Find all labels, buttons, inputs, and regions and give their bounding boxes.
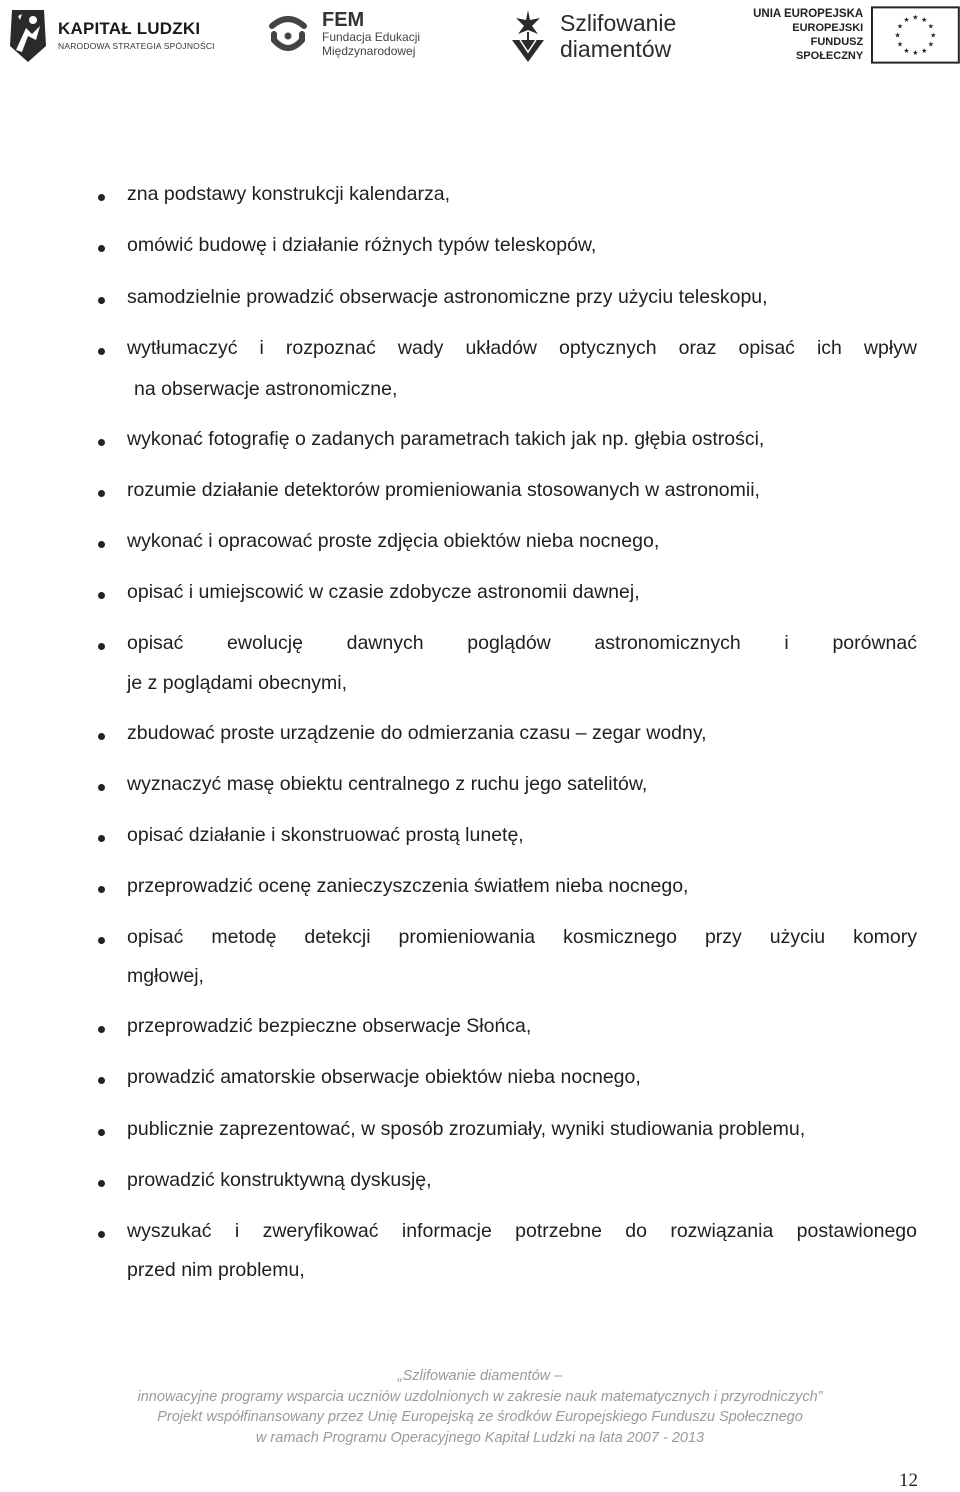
bullet-icon [98, 297, 105, 304]
szlifowanie-title-line2: diamentów [560, 36, 672, 62]
kapital-ludzki-subtitle: NARODOWA STRATEGIA SPÓJNOŚCI [58, 41, 215, 51]
bullet-icon [98, 784, 105, 791]
footer-line2: innowacyjne programy wsparcia uczniów uzdolnionych w zakresie nauk matematycznych i przyrodniczych” [137, 1388, 823, 1405]
list-item-text: zna podstawy konstrukcji kalendarza, [127, 183, 450, 205]
list-item-text: na obserwacje astronomiczne, [134, 378, 398, 400]
list-item-text: przed nim problemu, [127, 1259, 305, 1281]
szlifowanie-title-line1: Szlifowanie [560, 10, 677, 36]
eu-star-icon: ★ [921, 16, 928, 25]
list-item-text: je z poglądami obecnymi, [127, 672, 348, 694]
list-item-text: wytłumaczyć i rozpoznać wady układów optycznych oraz opisać ich wpływ [127, 337, 917, 359]
eu-line1: UNIA EUROPEJSKA [753, 8, 864, 20]
eu-star-icon: ★ [897, 40, 904, 49]
list-item-text: prowadzić konstruktywną dyskusję, [127, 1169, 432, 1191]
bullet-icon [98, 245, 105, 252]
page-header [0, 0, 960, 70]
list-item-text: samodzielnie prowadzić obserwacje astronomiczne przy użyciu teleskopu, [127, 286, 768, 308]
bullet-icon [98, 733, 105, 740]
list-item-text: omówić budowę i działanie różnych typów teleskopów, [127, 234, 597, 256]
eu-star-icon: ★ [927, 22, 935, 31]
bullet-icon [98, 886, 105, 893]
diamond-icon [506, 8, 550, 64]
list-item-text: prowadzić amatorskie obserwacje obiektów nieba nocnego, [127, 1066, 641, 1088]
eu-star-icon: ★ [897, 22, 904, 31]
fem-title: FEM [322, 9, 365, 31]
page-number: 12 [899, 1470, 918, 1491]
eu-line3: FUNDUSZ SPOŁECZNY [795, 36, 864, 62]
eu-line2: EUROPEJSKI [792, 22, 864, 34]
bullet-icon [98, 592, 105, 599]
list-item-text: wykonać fotografię o zadanych parametrach takich jak np. głębia ostrości, [127, 428, 765, 450]
bullet-icon [98, 439, 105, 446]
eu-star-icon: ★ [894, 31, 901, 40]
list-item-text: opisać działanie i skonstruować prostą lunetę, [127, 824, 524, 846]
bullet-icon [98, 348, 105, 355]
bullet-icon [98, 194, 105, 201]
kapital-ludzki-title: KAPITAŁ LUDZKI [58, 19, 201, 38]
list-item-text: zbudować proste urządzenie do odmierzania czasu – zegar wodny, [127, 722, 707, 744]
list-item-text: wyznaczyć masę obiektu centralnego z ruchu jego satelitów, [127, 773, 648, 795]
fem-subtitle-line1: Fundacja Edukacji [322, 30, 421, 44]
list-item-text: wyszukać i zweryfikować informacje potrzebne do rozwiązania postawionego [127, 1220, 917, 1242]
list-item-text: opisać ewolucję dawnych poglądów astronomicznych i porównać [127, 632, 917, 654]
kapital-ludzki-logo [6, 6, 215, 64]
page-footer [0, 1366, 960, 1448]
eu-star-icon: ★ [930, 31, 937, 40]
list-item-text: przeprowadzić bezpieczne obserwacje Słońca, [127, 1015, 532, 1037]
eu-star-icon: ★ [903, 46, 910, 55]
bullet-icon [98, 541, 105, 548]
footer-line1: „Szlifowanie diamentów – [397, 1368, 563, 1384]
bullet-icon [98, 490, 105, 497]
eu-star-icon: ★ [912, 49, 919, 58]
list-item-text: publicznie zaprezentować, w sposób zrozumiały, wyniki studiowania problemu, [127, 1118, 806, 1140]
bullet-icon [98, 835, 105, 842]
bullet-icon [98, 937, 105, 944]
fem-subtitle-line2: Międzynarodowej [322, 44, 416, 58]
list-item-text: opisać i umiejscowić w czasie zdobycze astronomii dawnej, [127, 581, 640, 603]
bullet-icon [98, 1180, 105, 1187]
bullet-icon [98, 1077, 105, 1084]
footer-line4: w ramach Programu Operacyjnego Kapitał Ludzki na lata 2007 - 2013 [255, 1429, 705, 1446]
bullet-icon [98, 1026, 105, 1033]
eu-star-icon: ★ [921, 46, 928, 55]
szlifowanie-diamentow-logo [506, 8, 676, 64]
bullet-icon [98, 1231, 105, 1238]
eu-star-icon: ★ [927, 40, 935, 49]
kapital-ludzki-figure-icon [6, 6, 50, 64]
list-item-text: opisać metodę detekcji promieniowania kosmicznego przy użyciu komory [127, 926, 917, 948]
list-item-text: przeprowadzić ocenę zanieczyszczenia światłem nieba nocnego, [127, 875, 689, 897]
eu-flag-icon [871, 6, 960, 64]
eu-star-icon: ★ [912, 13, 919, 22]
footer-line3: Projekt współfinansowany przez Unię Europejską ze środków Europejskiego Funduszu Społecznego [157, 1409, 803, 1425]
eu-star-icon: ★ [903, 16, 910, 25]
bullet-icon [98, 643, 105, 650]
list-item-text: mgłowej, [127, 965, 204, 987]
fem-emblem-icon [268, 10, 308, 58]
fem-logo [268, 10, 420, 58]
eu-logo [742, 6, 960, 64]
list-item-text: wykonać i opracować proste zdjęcia obiektów nieba nocnego, [127, 530, 660, 552]
list-item-text: rozumie działanie detektorów promieniowania stosowanych w astronomii, [127, 479, 760, 501]
bullet-icon [98, 1129, 105, 1136]
